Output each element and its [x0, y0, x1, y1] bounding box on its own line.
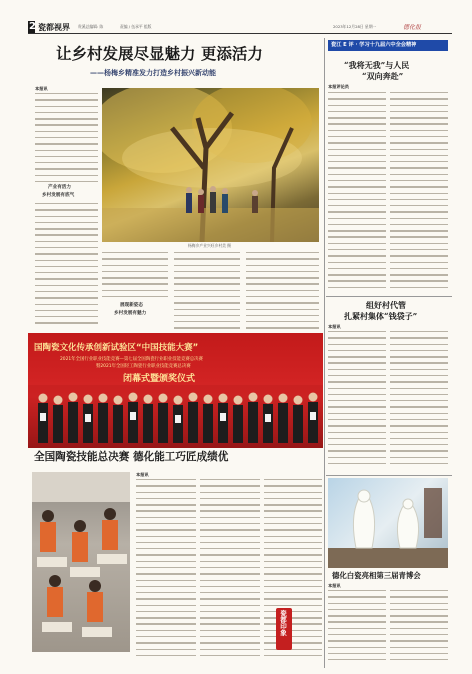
photo-caption: 杨梅乡产业兴旺乡村美 摄 — [188, 243, 231, 248]
section-heading-1b: 乡村发展有底气 — [42, 193, 75, 198]
porcelain-figures-graphic — [328, 478, 448, 568]
article-editorial — [326, 40, 452, 295]
editorial-headline-2: “双向奔赴” — [362, 71, 404, 81]
porcelain-display-photo — [328, 478, 448, 568]
competition-text-col3 — [264, 479, 322, 664]
article-byline: 本报讯 — [35, 86, 48, 91]
row-divider — [326, 296, 452, 297]
section-name: 瓷都视界 — [38, 22, 70, 32]
article3-headline-2: 扎紧村集体“钱袋子” — [344, 311, 418, 321]
ginkgo-tree-photo — [102, 88, 319, 242]
competition-byline: 本报讯 — [136, 472, 149, 477]
article-text-col1b — [35, 203, 98, 328]
editorial-text-col2 — [390, 92, 448, 290]
column-divider — [324, 38, 325, 668]
article-porcelain-expo — [326, 478, 452, 668]
article-text-col4 — [246, 252, 319, 330]
section-heading-2a: 展现新姿态 — [120, 303, 143, 308]
section-heading-2b: 乡村发展有魅力 — [114, 311, 147, 316]
banner-line-1: 国陶瓷文化传承创新试验区“中国技能大赛” — [34, 343, 199, 353]
editorial-byline: 本报评论员 — [328, 84, 349, 89]
article-text-col3 — [174, 252, 240, 330]
article-subheadline: ——杨梅乡精准发力打造乡村振兴新动能 — [90, 69, 216, 77]
issue-date: 2023年12月28日 星期一 — [333, 24, 377, 29]
editorial-text-col1 — [328, 92, 386, 290]
article3-text-col1 — [328, 331, 386, 471]
expo-byline: 本报讯 — [328, 583, 341, 588]
article-text-col1 — [35, 93, 98, 183]
editorial-headline-1: “我将无我”与人民 — [344, 60, 410, 70]
seal-stamp: 瓷都印象 — [276, 608, 292, 650]
expo-text-col1 — [328, 590, 386, 665]
editorial-banner: 瓷江 E 评 · 学习十九届六中全会精神 — [328, 40, 448, 51]
competition-headline: 全国陶瓷技能总决赛 德化能工巧匠成绩优 — [34, 451, 229, 463]
workers-graphic — [32, 472, 130, 652]
workshop-photo — [32, 472, 130, 652]
edition-info: 贵溪总编辑: 陈 — [78, 24, 104, 29]
section-heading-1a: 产业有活力 — [48, 185, 71, 190]
competition-text-col1 — [136, 479, 196, 664]
article-rural-revitalization — [28, 40, 323, 330]
banner-line-4: 闭幕式暨颁奖仪式 — [123, 374, 196, 384]
competition-text-col2 — [200, 479, 260, 664]
article-competition — [28, 468, 323, 668]
ginkgo-scene-graphic — [102, 88, 319, 242]
banner-line-2: 2021年全国行业职业技能竞赛—第七届全国陶瓷行业职业技能竞赛总决赛 — [60, 357, 203, 362]
article3-byline: 本报讯 — [328, 324, 341, 329]
article-village-finance — [326, 298, 452, 474]
expo-headline: 德化白瓷亮相第三届青博会 — [332, 571, 421, 580]
row-divider-2 — [326, 475, 452, 476]
competition-ceremony-photo — [28, 333, 323, 448]
editor-info: 责编 / 伍承平 组版 — [120, 24, 152, 29]
article-text-col2 — [102, 252, 168, 298]
page-number: 2 — [29, 21, 36, 32]
article3-headline-1: 组好村代管 — [366, 300, 406, 310]
article3-text-col2 — [390, 331, 448, 471]
award-recipients-graphic — [28, 385, 323, 448]
banner-line-3: 暨2021年全国轻工陶瓷行业职业技能竞赛总决赛 — [96, 364, 191, 369]
brand-mark: 德化报 — [403, 24, 422, 31]
page-header — [28, 21, 452, 33]
expo-text-col2 — [390, 590, 448, 665]
article-headline: 让乡村发展尽显魅力 更添活力 — [56, 44, 263, 63]
